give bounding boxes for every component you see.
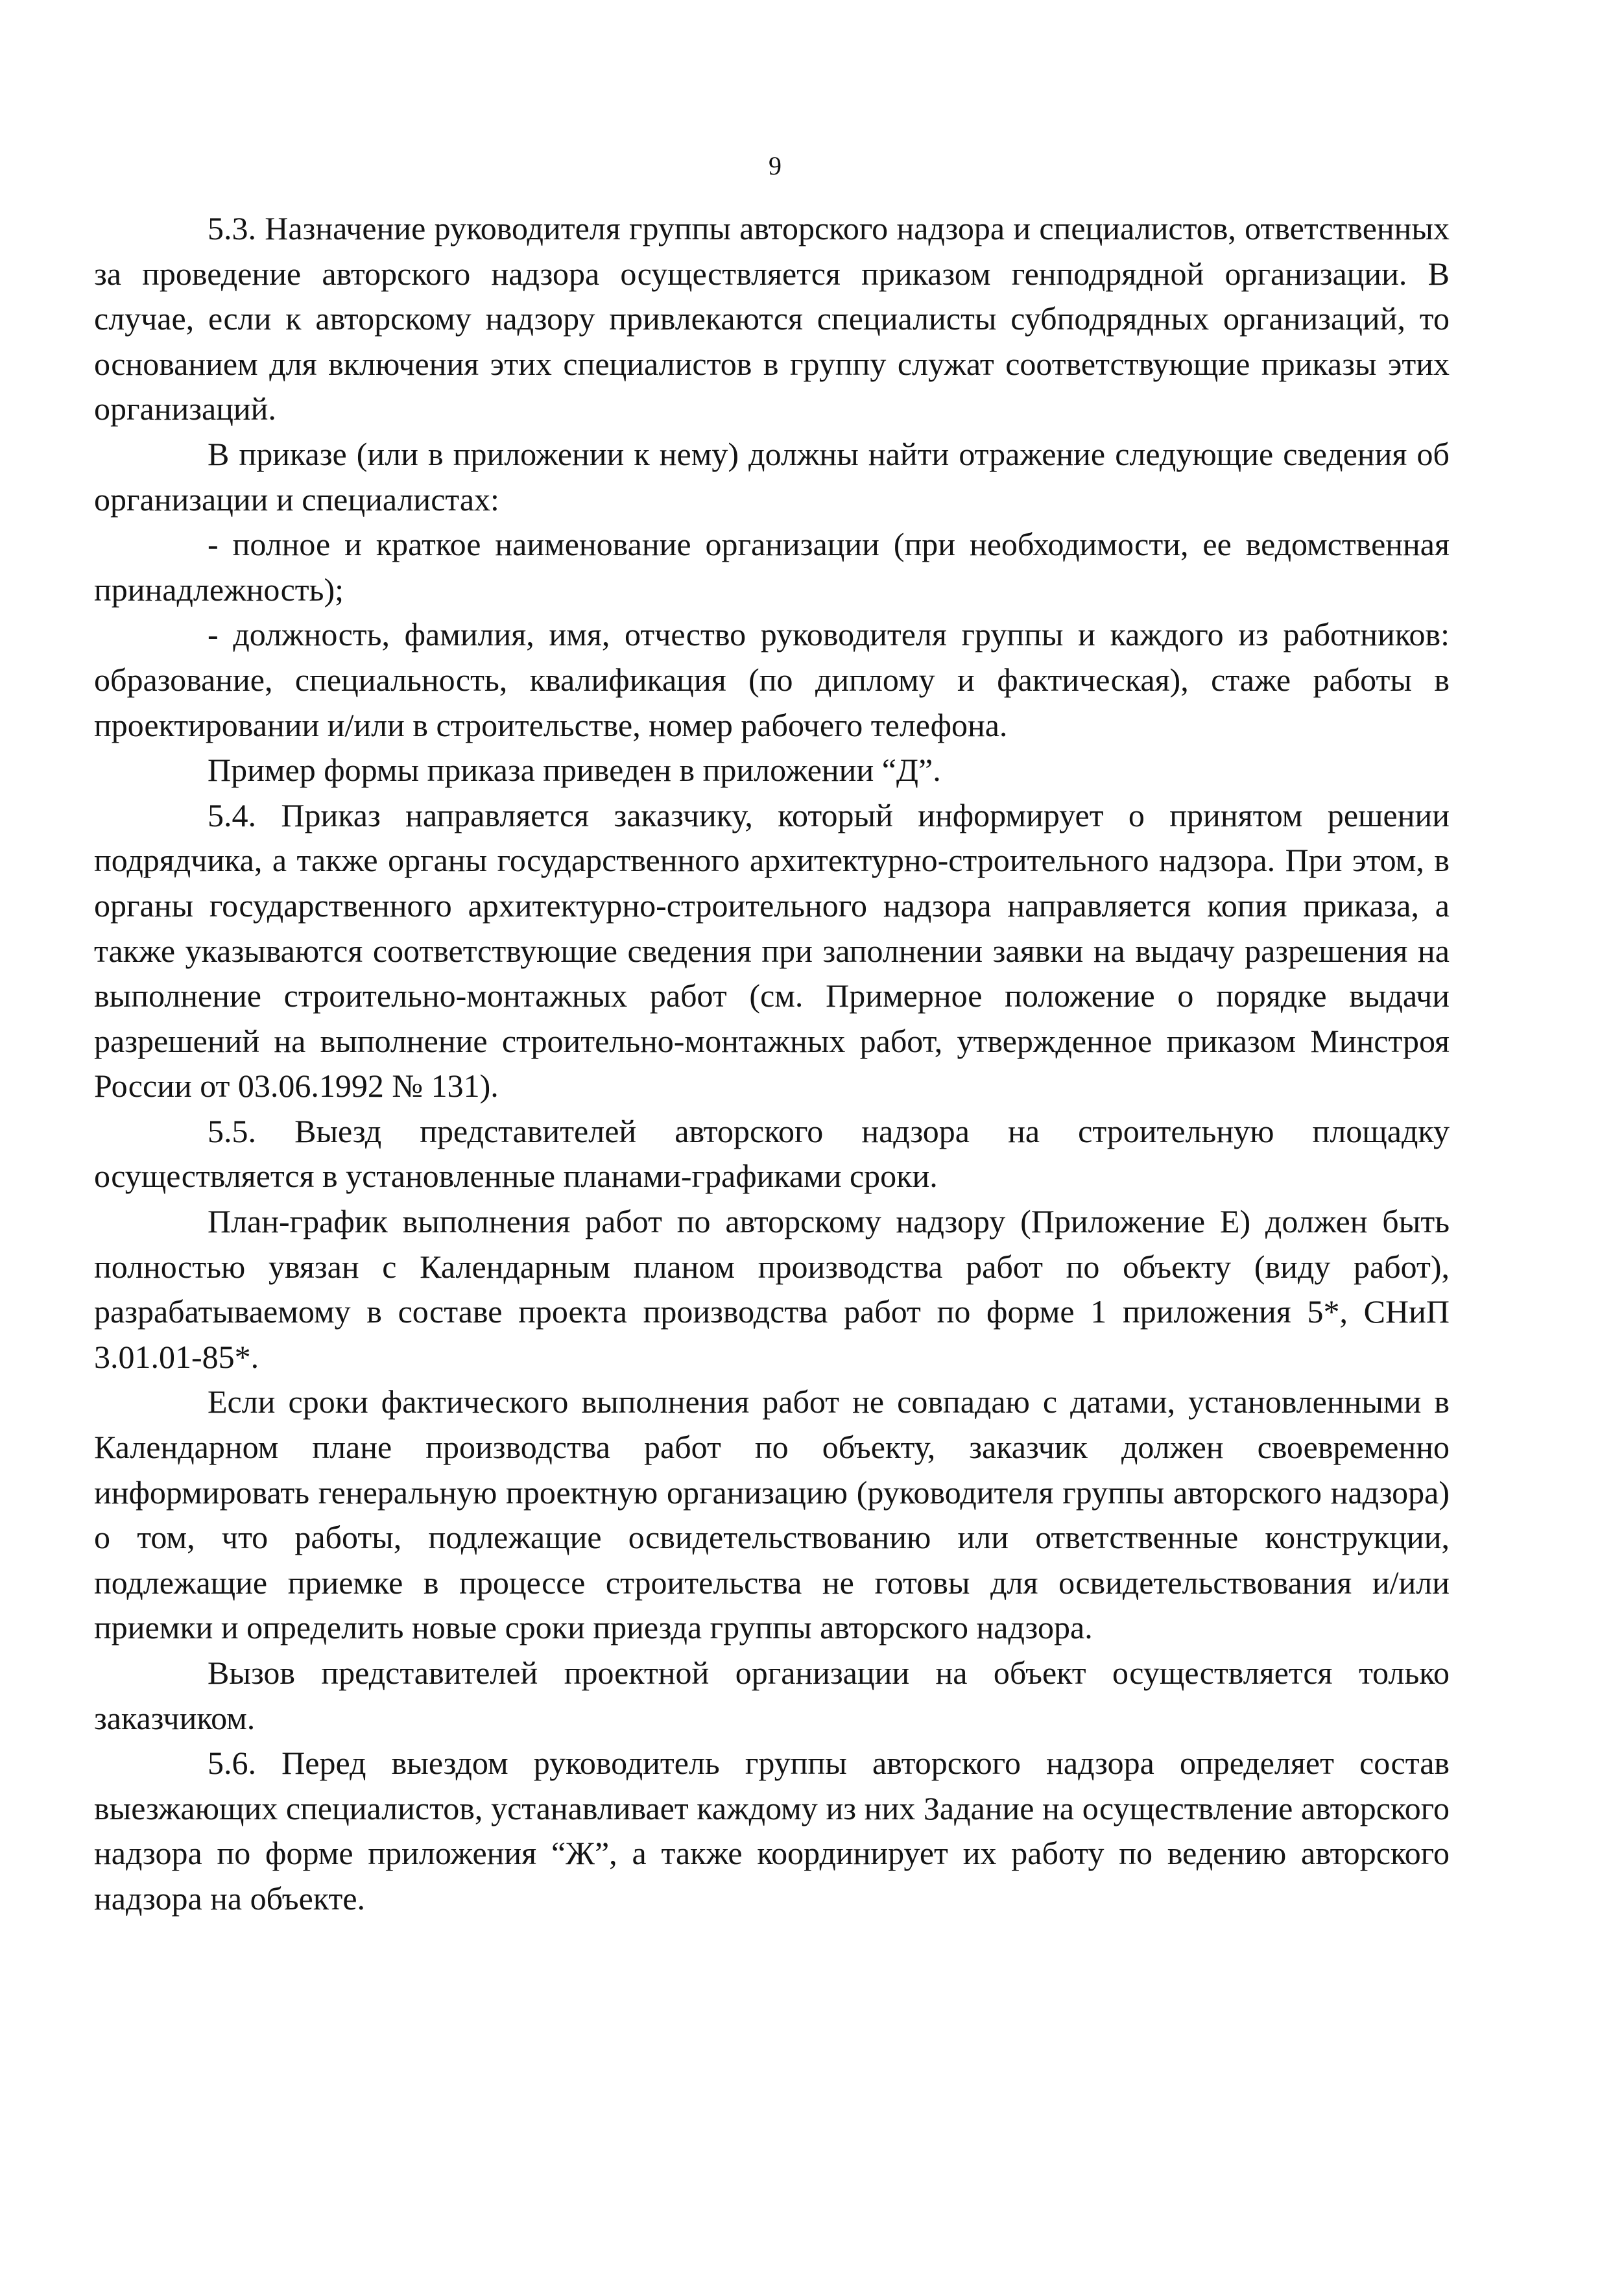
paragraph-5-3: 5.3. Назначение руководителя группы авторского надзора и специалистов, ответственных за проведение авторского надзора осуществляется приказом генподрядной организации. В случае, если к авторскому надзору привлекаются специалисты субподрядных организаций, то основанием для включения этих специалистов в группу служат соответствующие приказы этих организаций.	[94, 210, 1450, 427]
list-item-staff-details: - должность, фамилия, имя, отчество руководителя группы и каждого из работников: образование, специальность, квалификация (по диплому и фактическая), стаже работы в проектировании и/или в строительстве, номер рабочего телефона.	[94, 616, 1450, 743]
paragraph-5-6: 5.6. Перед выездом руководитель группы авторского надзора определяет состав выезжающих специалистов, устанавливает каждому из них Задание на осуществление авторского надзора по форме приложения “Ж”, а также координирует их работу по ведению авторского надзора на объекте.	[94, 1745, 1450, 1917]
paragraph-deadlines: Если сроки фактического выполнения работ не совпадаю с датами, установленными в Календарном плане производства работ по объекту, заказчик должен своевременно информировать генеральную проектную организацию (руководителя группы авторского надзора) о том, что работы, подлежащие освидетельствованию или ответственные конструкции, подлежащие приемке в процессе строительства не готовы для освидетельствования и/или приемки и определить новые сроки приезда группы авторского надзора.	[94, 1383, 1450, 1646]
page-number: 9	[769, 151, 782, 180]
paragraph-call-representatives: Вызов представителей проектной организации на объект осуществляется только заказчиком.	[94, 1655, 1450, 1736]
list-item-organization-name: - полное и краткое наименование организации (при необходимости, ее ведомственная принадлежность);	[94, 526, 1450, 608]
paragraph-schedule: План-график выполнения работ по авторскому надзору (Приложение Е) должен быть полностью увязан с Календарным планом производства работ по объекту (виду работ), разрабатываемому в составе проекта производства работ по форме 1 приложения 5*, СНиП 3.01.01-85*.	[94, 1203, 1450, 1375]
paragraph-order-form-example: Пример формы приказа приведен в приложении “Д”.	[208, 752, 941, 789]
document-body	[94, 206, 1450, 1922]
paragraph-order-contents: В приказе (или в приложении к нему) должны найти отражение следующие сведения об организации и специалистах:	[94, 435, 1450, 518]
paragraph-5-5: 5.5. Выезд представителей авторского надзора на строительную площадку осуществляется в установленные планами-графиками сроки.	[94, 1112, 1450, 1195]
paragraph-5-4: 5.4. Приказ направляется заказчику, который информирует о принятом решении подрядчика, а также органы государственного архитектурно-строительного надзора. При этом, в органы государственного архитектурно-строительного надзора направляется копия приказа, а также указываются соответствующие сведения при заполнении заявки на выдачу разрешения на выполнение строительно-монтажных работ (см. Примерное положение о порядке выдачи разрешений на выполнение строительно-монтажных работ, утвержденное приказом Минстроя России от 03.06.1992 № 131).	[94, 796, 1450, 1105]
